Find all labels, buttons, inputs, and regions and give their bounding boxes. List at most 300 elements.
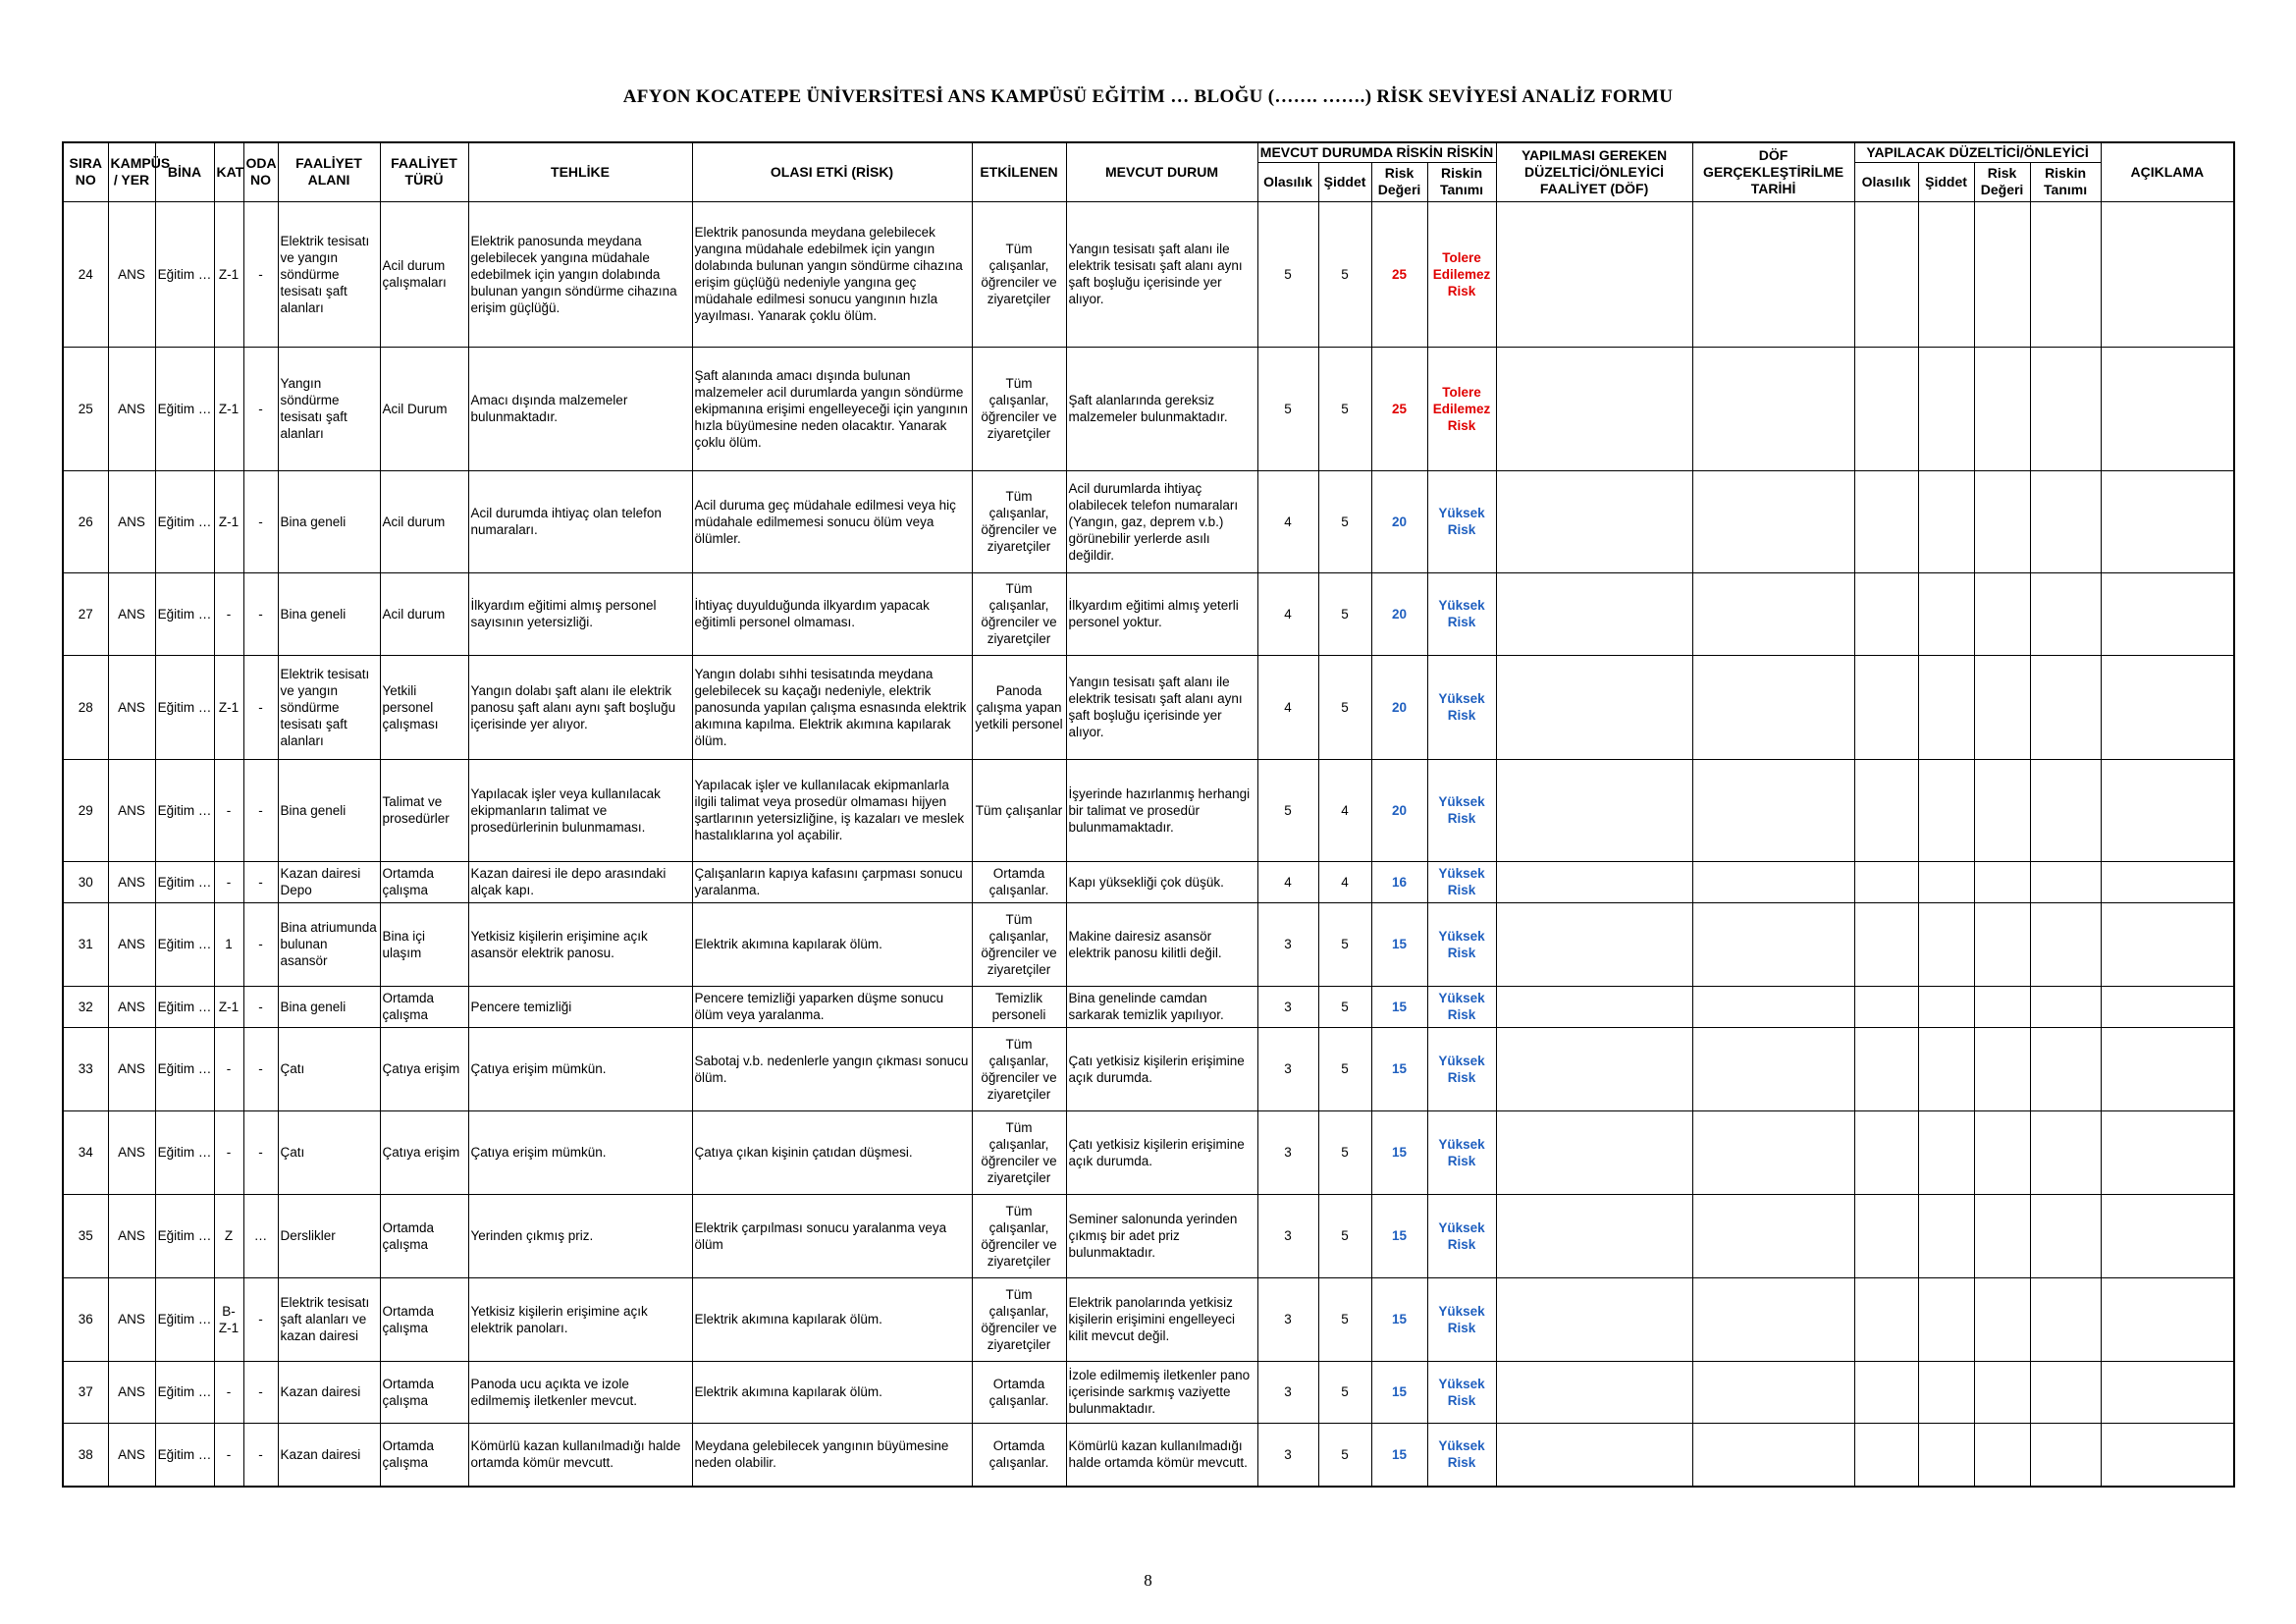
row-duzeltici-faaliyet xyxy=(1496,759,1692,861)
row-kat: - xyxy=(214,572,243,655)
row-faaliyet-alani: Elektrik tesisatı ve yangın söndürme tesisatı şaft alanları xyxy=(278,655,380,759)
row-yeni-riskin-tanimi xyxy=(2030,986,2101,1027)
row-bina: Eğitim … xyxy=(155,902,214,986)
row-sira-no: 28 xyxy=(63,655,108,759)
row-yeni-riskin-tanimi xyxy=(2030,470,2101,572)
row-olasi-etki: İhtiyaç duyulduğunda ilkyardım yapacak eğitimli personel olmaması. xyxy=(692,572,972,655)
row-etkilenen: Panoda çalışma yapan yetkili personel xyxy=(972,655,1066,759)
row-oda: - xyxy=(243,1361,278,1423)
row-risk-degeri: 20 xyxy=(1371,655,1427,759)
row-mevcut-durum: Çatı yetkisiz kişilerin erişimine açık durumda. xyxy=(1066,1110,1257,1194)
row-bina: Eğitim … xyxy=(155,201,214,347)
row-oda: - xyxy=(243,572,278,655)
header-dof-tarihi: DÖF GERÇEKLEŞTİRİLME TARİHİ xyxy=(1692,142,1854,201)
row-yeni-olasilik xyxy=(1854,1027,1918,1110)
table-row xyxy=(63,759,2234,861)
row-olasi-etki: Elektrik panosunda meydana gelebilecek yangına müdahale edebilmek için yangın dolabında bulunan yangın söndürme cihazına erişim güçlüğü nedeniyle yangına geç müdahale edilmesi sonucu yangının hızla yayılması. Yanarak çoklu ölüm. xyxy=(692,201,972,347)
row-mevcut-durum: İlkyardım eğitimi almış yeterli personel yoktur. xyxy=(1066,572,1257,655)
row-mevcut-durum: Makine dairesiz asansör elektrik panosu kilitli değil. xyxy=(1066,902,1257,986)
row-yeni-riskin-tanimi xyxy=(2030,1277,2101,1361)
row-faaliyet-turu: Ortamda çalışma xyxy=(380,986,468,1027)
row-yeni-siddet xyxy=(1918,1277,1974,1361)
row-yeni-siddet xyxy=(1918,347,1974,470)
row-etkilenen: Ortamda çalışanlar. xyxy=(972,1423,1066,1487)
row-yeni-olasilik xyxy=(1854,1110,1918,1194)
header-olasi-etki: OLASI ETKİ (RİSK) xyxy=(692,142,972,201)
row-etkilenen: Ortamda çalışanlar. xyxy=(972,861,1066,902)
row-yeni-siddet xyxy=(1918,655,1974,759)
row-yeni-risk-degeri xyxy=(1974,470,2030,572)
row-riskin-tanimi: Tolere Edilemez Risk xyxy=(1427,201,1496,347)
row-bina: Eğitim … xyxy=(155,470,214,572)
row-yeni-siddet xyxy=(1918,902,1974,986)
row-yeni-siddet xyxy=(1918,1423,1974,1487)
row-yeni-riskin-tanimi xyxy=(2030,759,2101,861)
row-tehlike: Yangın dolabı şaft alanı ile elektrik panosu şaft alanı aynı şaft boşluğu içerisinde yer alıyor. xyxy=(468,655,692,759)
row-yeni-olasilik xyxy=(1854,759,1918,861)
row-siddet: 5 xyxy=(1318,1277,1371,1361)
row-oda: - xyxy=(243,1423,278,1487)
row-riskin-tanimi: Yüksek Risk xyxy=(1427,1277,1496,1361)
row-kampus: ANS xyxy=(108,1110,155,1194)
header-mevcut-durum: MEVCUT DURUM xyxy=(1066,142,1257,201)
row-mevcut-durum: Elektrik panolarında yetkisiz kişilerin erişimini engelleyeci kilit mevcut değil. xyxy=(1066,1277,1257,1361)
row-bina: Eğitim … xyxy=(155,572,214,655)
row-olasi-etki: Yapılacak işler ve kullanılacak ekipmanlarla ilgili talimat veya prosedür olmaması hijyen şartlarının yetersizliğine, iş kazaları ve meslek hastalıklarına yol açabilir. xyxy=(692,759,972,861)
row-yeni-olasilik xyxy=(1854,1277,1918,1361)
row-olasi-etki: Pencere temizliği yaparken düşme sonucu ölüm veya yaralanma. xyxy=(692,986,972,1027)
row-kampus: ANS xyxy=(108,1361,155,1423)
row-risk-degeri: 15 xyxy=(1371,986,1427,1027)
table-row xyxy=(63,986,2234,1027)
table-row xyxy=(63,1361,2234,1423)
row-kampus: ANS xyxy=(108,986,155,1027)
row-yeni-risk-degeri xyxy=(1974,861,2030,902)
row-risk-degeri: 25 xyxy=(1371,347,1427,470)
row-yeni-olasilik xyxy=(1854,572,1918,655)
header-olasilik: Olasılık xyxy=(1257,162,1318,201)
row-etkilenen: Tüm çalışanlar, öğrenciler ve ziyaretçiler xyxy=(972,1027,1066,1110)
row-olasi-etki: Çatıya çıkan kişinin çatıdan düşmesi. xyxy=(692,1110,972,1194)
table-row xyxy=(63,861,2234,902)
row-kat: - xyxy=(214,1110,243,1194)
row-riskin-tanimi: Yüksek Risk xyxy=(1427,572,1496,655)
row-duzeltici-faaliyet xyxy=(1496,655,1692,759)
row-riskin-tanimi: Tolere Edilemez Risk xyxy=(1427,347,1496,470)
row-aciklama xyxy=(2101,1110,2234,1194)
row-riskin-tanimi: Yüksek Risk xyxy=(1427,1361,1496,1423)
row-olasilik: 3 xyxy=(1257,1361,1318,1423)
row-yeni-olasilik xyxy=(1854,470,1918,572)
row-aciklama xyxy=(2101,201,2234,347)
row-siddet: 5 xyxy=(1318,1423,1371,1487)
row-yeni-olasilik xyxy=(1854,1361,1918,1423)
row-yeni-siddet xyxy=(1918,1110,1974,1194)
row-olasilik: 4 xyxy=(1257,470,1318,572)
row-etkilenen: Tüm çalışanlar, öğrenciler ve ziyaretçiler xyxy=(972,902,1066,986)
row-risk-degeri: 15 xyxy=(1371,1194,1427,1277)
table-row xyxy=(63,902,2234,986)
row-risk-degeri: 15 xyxy=(1371,902,1427,986)
row-kampus: ANS xyxy=(108,861,155,902)
row-kampus: ANS xyxy=(108,1194,155,1277)
row-yeni-siddet xyxy=(1918,861,1974,902)
row-olasilik: 3 xyxy=(1257,902,1318,986)
row-riskin-tanimi: Yüksek Risk xyxy=(1427,470,1496,572)
row-faaliyet-alani: Yangın söndürme tesisatı şaft alanları xyxy=(278,347,380,470)
row-yeni-riskin-tanimi xyxy=(2030,1194,2101,1277)
row-faaliyet-turu: Ortamda çalışma xyxy=(380,861,468,902)
header-risk-degeri: Risk Değeri xyxy=(1371,162,1427,201)
row-mevcut-durum: Kapı yüksekliği çok düşük. xyxy=(1066,861,1257,902)
row-olasi-etki: Çalışanların kapıya kafasını çarpması sonucu yaralanma. xyxy=(692,861,972,902)
row-etkilenen: Tüm çalışanlar, öğrenciler ve ziyaretçiler xyxy=(972,201,1066,347)
row-kampus: ANS xyxy=(108,655,155,759)
row-tehlike: Çatıya erişim mümkün. xyxy=(468,1027,692,1110)
row-tehlike: Amacı dışında malzemeler bulunmaktadır. xyxy=(468,347,692,470)
header-mevcut-risk-group: MEVCUT DURUMDA RİSKİN RİSKİN xyxy=(1257,142,1496,162)
row-sira-no: 35 xyxy=(63,1194,108,1277)
row-olasilik: 3 xyxy=(1257,1110,1318,1194)
row-yeni-risk-degeri xyxy=(1974,655,2030,759)
row-duzeltici-faaliyet xyxy=(1496,1277,1692,1361)
row-oda: - xyxy=(243,1110,278,1194)
row-yeni-risk-degeri xyxy=(1974,986,2030,1027)
row-oda: - xyxy=(243,1027,278,1110)
table-row xyxy=(63,1110,2234,1194)
row-yeni-risk-degeri xyxy=(1974,1361,2030,1423)
row-risk-degeri: 15 xyxy=(1371,1110,1427,1194)
row-duzeltici-faaliyet xyxy=(1496,572,1692,655)
row-duzeltici-faaliyet xyxy=(1496,1027,1692,1110)
row-siddet: 5 xyxy=(1318,1361,1371,1423)
row-riskin-tanimi: Yüksek Risk xyxy=(1427,1423,1496,1487)
row-faaliyet-alani: Derslikler xyxy=(278,1194,380,1277)
row-etkilenen: Tüm çalışanlar, öğrenciler ve ziyaretçiler xyxy=(972,347,1066,470)
row-mevcut-durum: Yangın tesisatı şaft alanı ile elektrik tesisatı şaft alanı aynı şaft boşluğu içerisinde yer alıyor. xyxy=(1066,201,1257,347)
row-yeni-olasilik xyxy=(1854,1194,1918,1277)
row-duzeltici-faaliyet xyxy=(1496,902,1692,986)
row-oda: - xyxy=(243,347,278,470)
table-row xyxy=(63,1277,2234,1361)
row-sira-no: 29 xyxy=(63,759,108,861)
row-kat: 1 xyxy=(214,902,243,986)
row-yeni-riskin-tanimi xyxy=(2030,201,2101,347)
header-faaliyet-turu: FAALİYET TÜRÜ xyxy=(380,142,468,201)
row-faaliyet-turu: Acil Durum xyxy=(380,347,468,470)
row-bina: Eğitim … xyxy=(155,1194,214,1277)
row-mevcut-durum: Yangın tesisatı şaft alanı ile elektrik tesisatı şaft alanı aynı şaft boşluğu içerisinde yer alıyor. xyxy=(1066,655,1257,759)
row-faaliyet-turu: Bina içi ulaşım xyxy=(380,902,468,986)
row-riskin-tanimi: Yüksek Risk xyxy=(1427,759,1496,861)
row-aciklama xyxy=(2101,572,2234,655)
row-faaliyet-turu: Ortamda çalışma xyxy=(380,1423,468,1487)
row-kampus: ANS xyxy=(108,470,155,572)
row-etkilenen: Tüm çalışanlar, öğrenciler ve ziyaretçiler xyxy=(972,1277,1066,1361)
row-bina: Eğitim … xyxy=(155,861,214,902)
row-yeni-risk-degeri xyxy=(1974,347,2030,470)
row-dof-tarihi xyxy=(1692,902,1854,986)
header-kat: KAT xyxy=(214,142,243,201)
header-kampus-yer: KAMPÜS / YER xyxy=(108,142,155,201)
row-faaliyet-turu: Ortamda çalışma xyxy=(380,1277,468,1361)
row-kampus: ANS xyxy=(108,1277,155,1361)
table-row xyxy=(63,572,2234,655)
row-tehlike: Çatıya erişim mümkün. xyxy=(468,1110,692,1194)
row-oda: - xyxy=(243,201,278,347)
header-sira-no: SIRA NO xyxy=(63,142,108,201)
header-aciklama: AÇIKLAMA xyxy=(2101,142,2234,201)
row-riskin-tanimi: Yüksek Risk xyxy=(1427,655,1496,759)
row-kampus: ANS xyxy=(108,201,155,347)
row-dof-tarihi xyxy=(1692,986,1854,1027)
row-faaliyet-turu: Ortamda çalışma xyxy=(380,1361,468,1423)
row-risk-degeri: 16 xyxy=(1371,861,1427,902)
row-olasi-etki: Elektrik akımına kapılarak ölüm. xyxy=(692,1277,972,1361)
header-siddet-2: Şiddet xyxy=(1918,162,1974,201)
row-bina: Eğitim … xyxy=(155,759,214,861)
header-bina: BİNA xyxy=(155,142,214,201)
row-olasilik: 4 xyxy=(1257,861,1318,902)
table-row xyxy=(63,470,2234,572)
row-yeni-siddet xyxy=(1918,986,1974,1027)
row-yeni-olasilik xyxy=(1854,902,1918,986)
row-olasilik: 5 xyxy=(1257,201,1318,347)
row-sira-no: 25 xyxy=(63,347,108,470)
row-mevcut-durum: Kömürlü kazan kullanılmadığı halde ortamda kömür mevcutt. xyxy=(1066,1423,1257,1487)
row-risk-degeri: 20 xyxy=(1371,759,1427,861)
row-yeni-risk-degeri xyxy=(1974,1110,2030,1194)
row-kat: Z xyxy=(214,1194,243,1277)
row-bina: Eğitim … xyxy=(155,655,214,759)
row-tehlike: Yetkisiz kişilerin erişimine açık elektrik panoları. xyxy=(468,1277,692,1361)
header-siddet: Şiddet xyxy=(1318,162,1371,201)
row-kat: - xyxy=(214,861,243,902)
row-dof-tarihi xyxy=(1692,1110,1854,1194)
header-olasilik-2: Olasılık xyxy=(1854,162,1918,201)
row-olasi-etki: Şaft alanında amacı dışında bulunan malzemeler acil durumlarda yangın söndürme ekipmanına erişimi engelleyeceği için yangının hızla büyümesine neden olacaktır. Yanarak çoklu ölüm. xyxy=(692,347,972,470)
row-faaliyet-alani: Çatı xyxy=(278,1027,380,1110)
row-yeni-risk-degeri xyxy=(1974,201,2030,347)
row-duzeltici-faaliyet xyxy=(1496,1361,1692,1423)
row-dof-tarihi xyxy=(1692,1194,1854,1277)
row-yeni-risk-degeri xyxy=(1974,1194,2030,1277)
row-kat: - xyxy=(214,759,243,861)
row-kat: Z-1 xyxy=(214,655,243,759)
row-dof-tarihi xyxy=(1692,1361,1854,1423)
row-duzeltici-faaliyet xyxy=(1496,1110,1692,1194)
row-yeni-olasilik xyxy=(1854,861,1918,902)
row-sira-no: 31 xyxy=(63,902,108,986)
header-etkilenen: ETKİLENEN xyxy=(972,142,1066,201)
row-tehlike: Yapılacak işler veya kullanılacak ekipmanların talimat ve prosedürlerinin bulunmaması. xyxy=(468,759,692,861)
row-dof-tarihi xyxy=(1692,759,1854,861)
row-bina: Eğitim … xyxy=(155,1027,214,1110)
row-yeni-risk-degeri xyxy=(1974,759,2030,861)
row-yeni-olasilik xyxy=(1854,1423,1918,1487)
row-siddet: 4 xyxy=(1318,759,1371,861)
row-sira-no: 33 xyxy=(63,1027,108,1110)
row-faaliyet-turu: Acil durum xyxy=(380,470,468,572)
row-tehlike: Elektrik panosunda meydana gelebilecek yangına müdahale edebilmek için yangın dolabında bulunan yangın söndürme cihazına erişim güçlüğü. xyxy=(468,201,692,347)
row-yeni-riskin-tanimi xyxy=(2030,1027,2101,1110)
row-bina: Eğitim … xyxy=(155,1423,214,1487)
header-riskin-tanimi-2: Riskin Tanımı xyxy=(2030,162,2101,201)
row-olasi-etki: Elektrik akımına kapılarak ölüm. xyxy=(692,902,972,986)
row-faaliyet-alani: Bina geneli xyxy=(278,572,380,655)
row-olasilik: 4 xyxy=(1257,655,1318,759)
row-risk-degeri: 20 xyxy=(1371,572,1427,655)
row-risk-degeri: 15 xyxy=(1371,1423,1427,1487)
row-aciklama xyxy=(2101,861,2234,902)
row-faaliyet-alani: Çatı xyxy=(278,1110,380,1194)
row-aciklama xyxy=(2101,1194,2234,1277)
row-kampus: ANS xyxy=(108,759,155,861)
row-faaliyet-turu: Ortamda çalışma xyxy=(380,1194,468,1277)
row-tehlike: Pencere temizliği xyxy=(468,986,692,1027)
row-olasi-etki: Sabotaj v.b. nedenlerle yangın çıkması sonucu ölüm. xyxy=(692,1027,972,1110)
row-olasilik: 5 xyxy=(1257,347,1318,470)
table-row xyxy=(63,1194,2234,1277)
table-row xyxy=(63,201,2234,347)
row-faaliyet-alani: Bina geneli xyxy=(278,986,380,1027)
row-faaliyet-alani: Bina geneli xyxy=(278,759,380,861)
table-row xyxy=(63,1027,2234,1110)
row-sira-no: 30 xyxy=(63,861,108,902)
row-sira-no: 34 xyxy=(63,1110,108,1194)
row-tehlike: Kömürlü kazan kullanılmadığı halde ortamda kömür mevcutt. xyxy=(468,1423,692,1487)
row-kat: Z-1 xyxy=(214,347,243,470)
row-olasilik: 3 xyxy=(1257,1194,1318,1277)
header-tehlike: TEHLİKE xyxy=(468,142,692,201)
row-mevcut-durum: Seminer salonunda yerinden çıkmış bir adet priz bulunmaktadır. xyxy=(1066,1194,1257,1277)
row-aciklama xyxy=(2101,1423,2234,1487)
row-dof-tarihi xyxy=(1692,1027,1854,1110)
row-riskin-tanimi: Yüksek Risk xyxy=(1427,861,1496,902)
row-oda: - xyxy=(243,986,278,1027)
row-kat: Z-1 xyxy=(214,470,243,572)
row-yeni-olasilik xyxy=(1854,347,1918,470)
row-yeni-riskin-tanimi xyxy=(2030,861,2101,902)
row-sira-no: 37 xyxy=(63,1361,108,1423)
row-faaliyet-alani: Elektrik tesisatı ve yangın söndürme tesisatı şaft alanları xyxy=(278,201,380,347)
row-duzeltici-faaliyet xyxy=(1496,1423,1692,1487)
row-yeni-risk-degeri xyxy=(1974,902,2030,986)
row-mevcut-durum: İzole edilmemiş iletkenler pano içerisinde sarkmış vaziyette bulunmaktadır. xyxy=(1066,1361,1257,1423)
row-yeni-olasilik xyxy=(1854,201,1918,347)
row-kat: B-Z-1 xyxy=(214,1277,243,1361)
row-faaliyet-turu: Yetkili personel çalışması xyxy=(380,655,468,759)
row-risk-degeri: 15 xyxy=(1371,1277,1427,1361)
row-mevcut-durum: Acil durumlarda ihtiyaç olabilecek telefon numaraları (Yangın, gaz, deprem v.b.) görünebilir yerlerde asılı değildir. xyxy=(1066,470,1257,572)
row-riskin-tanimi: Yüksek Risk xyxy=(1427,902,1496,986)
table-row xyxy=(63,655,2234,759)
row-yeni-riskin-tanimi xyxy=(2030,572,2101,655)
row-yeni-siddet xyxy=(1918,1194,1974,1277)
row-oda: - xyxy=(243,470,278,572)
row-oda: - xyxy=(243,902,278,986)
row-kat: - xyxy=(214,1361,243,1423)
row-kampus: ANS xyxy=(108,1423,155,1487)
row-aciklama xyxy=(2101,470,2234,572)
row-yeni-siddet xyxy=(1918,1027,1974,1110)
row-kat: Z-1 xyxy=(214,986,243,1027)
row-siddet: 5 xyxy=(1318,470,1371,572)
row-aciklama xyxy=(2101,902,2234,986)
row-dof-tarihi xyxy=(1692,861,1854,902)
row-duzeltici-faaliyet xyxy=(1496,201,1692,347)
row-olasi-etki: Elektrik çarpılması sonucu yaralanma veya ölüm xyxy=(692,1194,972,1277)
row-siddet: 4 xyxy=(1318,861,1371,902)
row-aciklama xyxy=(2101,1361,2234,1423)
row-faaliyet-turu: Acil durum çalışmaları xyxy=(380,201,468,347)
row-siddet: 5 xyxy=(1318,1194,1371,1277)
row-kampus: ANS xyxy=(108,902,155,986)
row-yeni-riskin-tanimi xyxy=(2030,1423,2101,1487)
row-dof-tarihi xyxy=(1692,572,1854,655)
row-yeni-risk-degeri xyxy=(1974,1027,2030,1110)
row-yeni-riskin-tanimi xyxy=(2030,347,2101,470)
row-oda: - xyxy=(243,1277,278,1361)
row-yeni-riskin-tanimi xyxy=(2030,1110,2101,1194)
row-etkilenen: Tüm çalışanlar, öğrenciler ve ziyaretçiler xyxy=(972,1194,1066,1277)
row-sira-no: 38 xyxy=(63,1423,108,1487)
row-oda: … xyxy=(243,1194,278,1277)
row-kat: - xyxy=(214,1423,243,1487)
row-mevcut-durum: İşyerinde hazırlanmış herhangi bir talimat ve prosedür bulunmamaktadır. xyxy=(1066,759,1257,861)
row-oda: - xyxy=(243,759,278,861)
row-mevcut-durum: Şaft alanlarında gereksiz malzemeler bulunmaktadır. xyxy=(1066,347,1257,470)
row-sira-no: 24 xyxy=(63,201,108,347)
row-duzeltici-faaliyet xyxy=(1496,470,1692,572)
row-olasilik: 4 xyxy=(1257,572,1318,655)
row-kampus: ANS xyxy=(108,347,155,470)
row-etkilenen: Tüm çalışanlar, öğrenciler ve ziyaretçiler xyxy=(972,572,1066,655)
table-row xyxy=(63,1423,2234,1487)
row-olasi-etki: Acil duruma geç müdahale edilmesi veya hiç müdahale edilmemesi sonucu ölüm veya ölümler. xyxy=(692,470,972,572)
row-faaliyet-turu: Acil durum xyxy=(380,572,468,655)
row-riskin-tanimi: Yüksek Risk xyxy=(1427,1110,1496,1194)
row-bina: Eğitim … xyxy=(155,986,214,1027)
row-duzeltici-faaliyet xyxy=(1496,347,1692,470)
header-faaliyet-alani: FAALİYET ALANI xyxy=(278,142,380,201)
row-yeni-siddet xyxy=(1918,1361,1974,1423)
row-dof-tarihi xyxy=(1692,470,1854,572)
row-bina: Eğitim … xyxy=(155,1277,214,1361)
row-faaliyet-turu: Çatıya erişim xyxy=(380,1027,468,1110)
row-etkilenen: Tüm çalışanlar, öğrenciler ve ziyaretçiler xyxy=(972,1110,1066,1194)
row-tehlike: Panoda ucu açıkta ve izole edilmemiş iletkenler mevcut. xyxy=(468,1361,692,1423)
row-dof-tarihi xyxy=(1692,1423,1854,1487)
row-etkilenen: Ortamda çalışanlar. xyxy=(972,1361,1066,1423)
form-title: AFYON KOCATEPE ÜNİVERSİTESİ ANS KAMPÜSÜ EĞİTİM … BLOĞU (……. …….) RİSK SEVİYESİ ANALİZ FORMU xyxy=(622,86,1674,107)
row-mevcut-durum: Bina genelinde camdan sarkarak temizlik yapılıyor. xyxy=(1066,986,1257,1027)
header-riskin-tanimi: Riskin Tanımı xyxy=(1427,162,1496,201)
row-yeni-riskin-tanimi xyxy=(2030,1361,2101,1423)
row-olasilik: 3 xyxy=(1257,986,1318,1027)
row-faaliyet-alani: Kazan dairesi xyxy=(278,1361,380,1423)
row-yeni-siddet xyxy=(1918,470,1974,572)
row-sira-no: 27 xyxy=(63,572,108,655)
row-olasi-etki: Yangın dolabı sıhhi tesisatında meydana gelebilecek su kaçağı nedeniyle, elektrik panosunda yapılan çalışma esnasında elektrik akımına kapılma. Elektrik akımına kapılarak ölüm. xyxy=(692,655,972,759)
row-tehlike: İlkyardım eğitimi almış personel sayısının yetersizliği. xyxy=(468,572,692,655)
row-kampus: ANS xyxy=(108,1027,155,1110)
row-olasilik: 5 xyxy=(1257,759,1318,861)
row-riskin-tanimi: Yüksek Risk xyxy=(1427,986,1496,1027)
row-yeni-riskin-tanimi xyxy=(2030,902,2101,986)
row-olasilik: 3 xyxy=(1257,1423,1318,1487)
row-dof-tarihi xyxy=(1692,201,1854,347)
